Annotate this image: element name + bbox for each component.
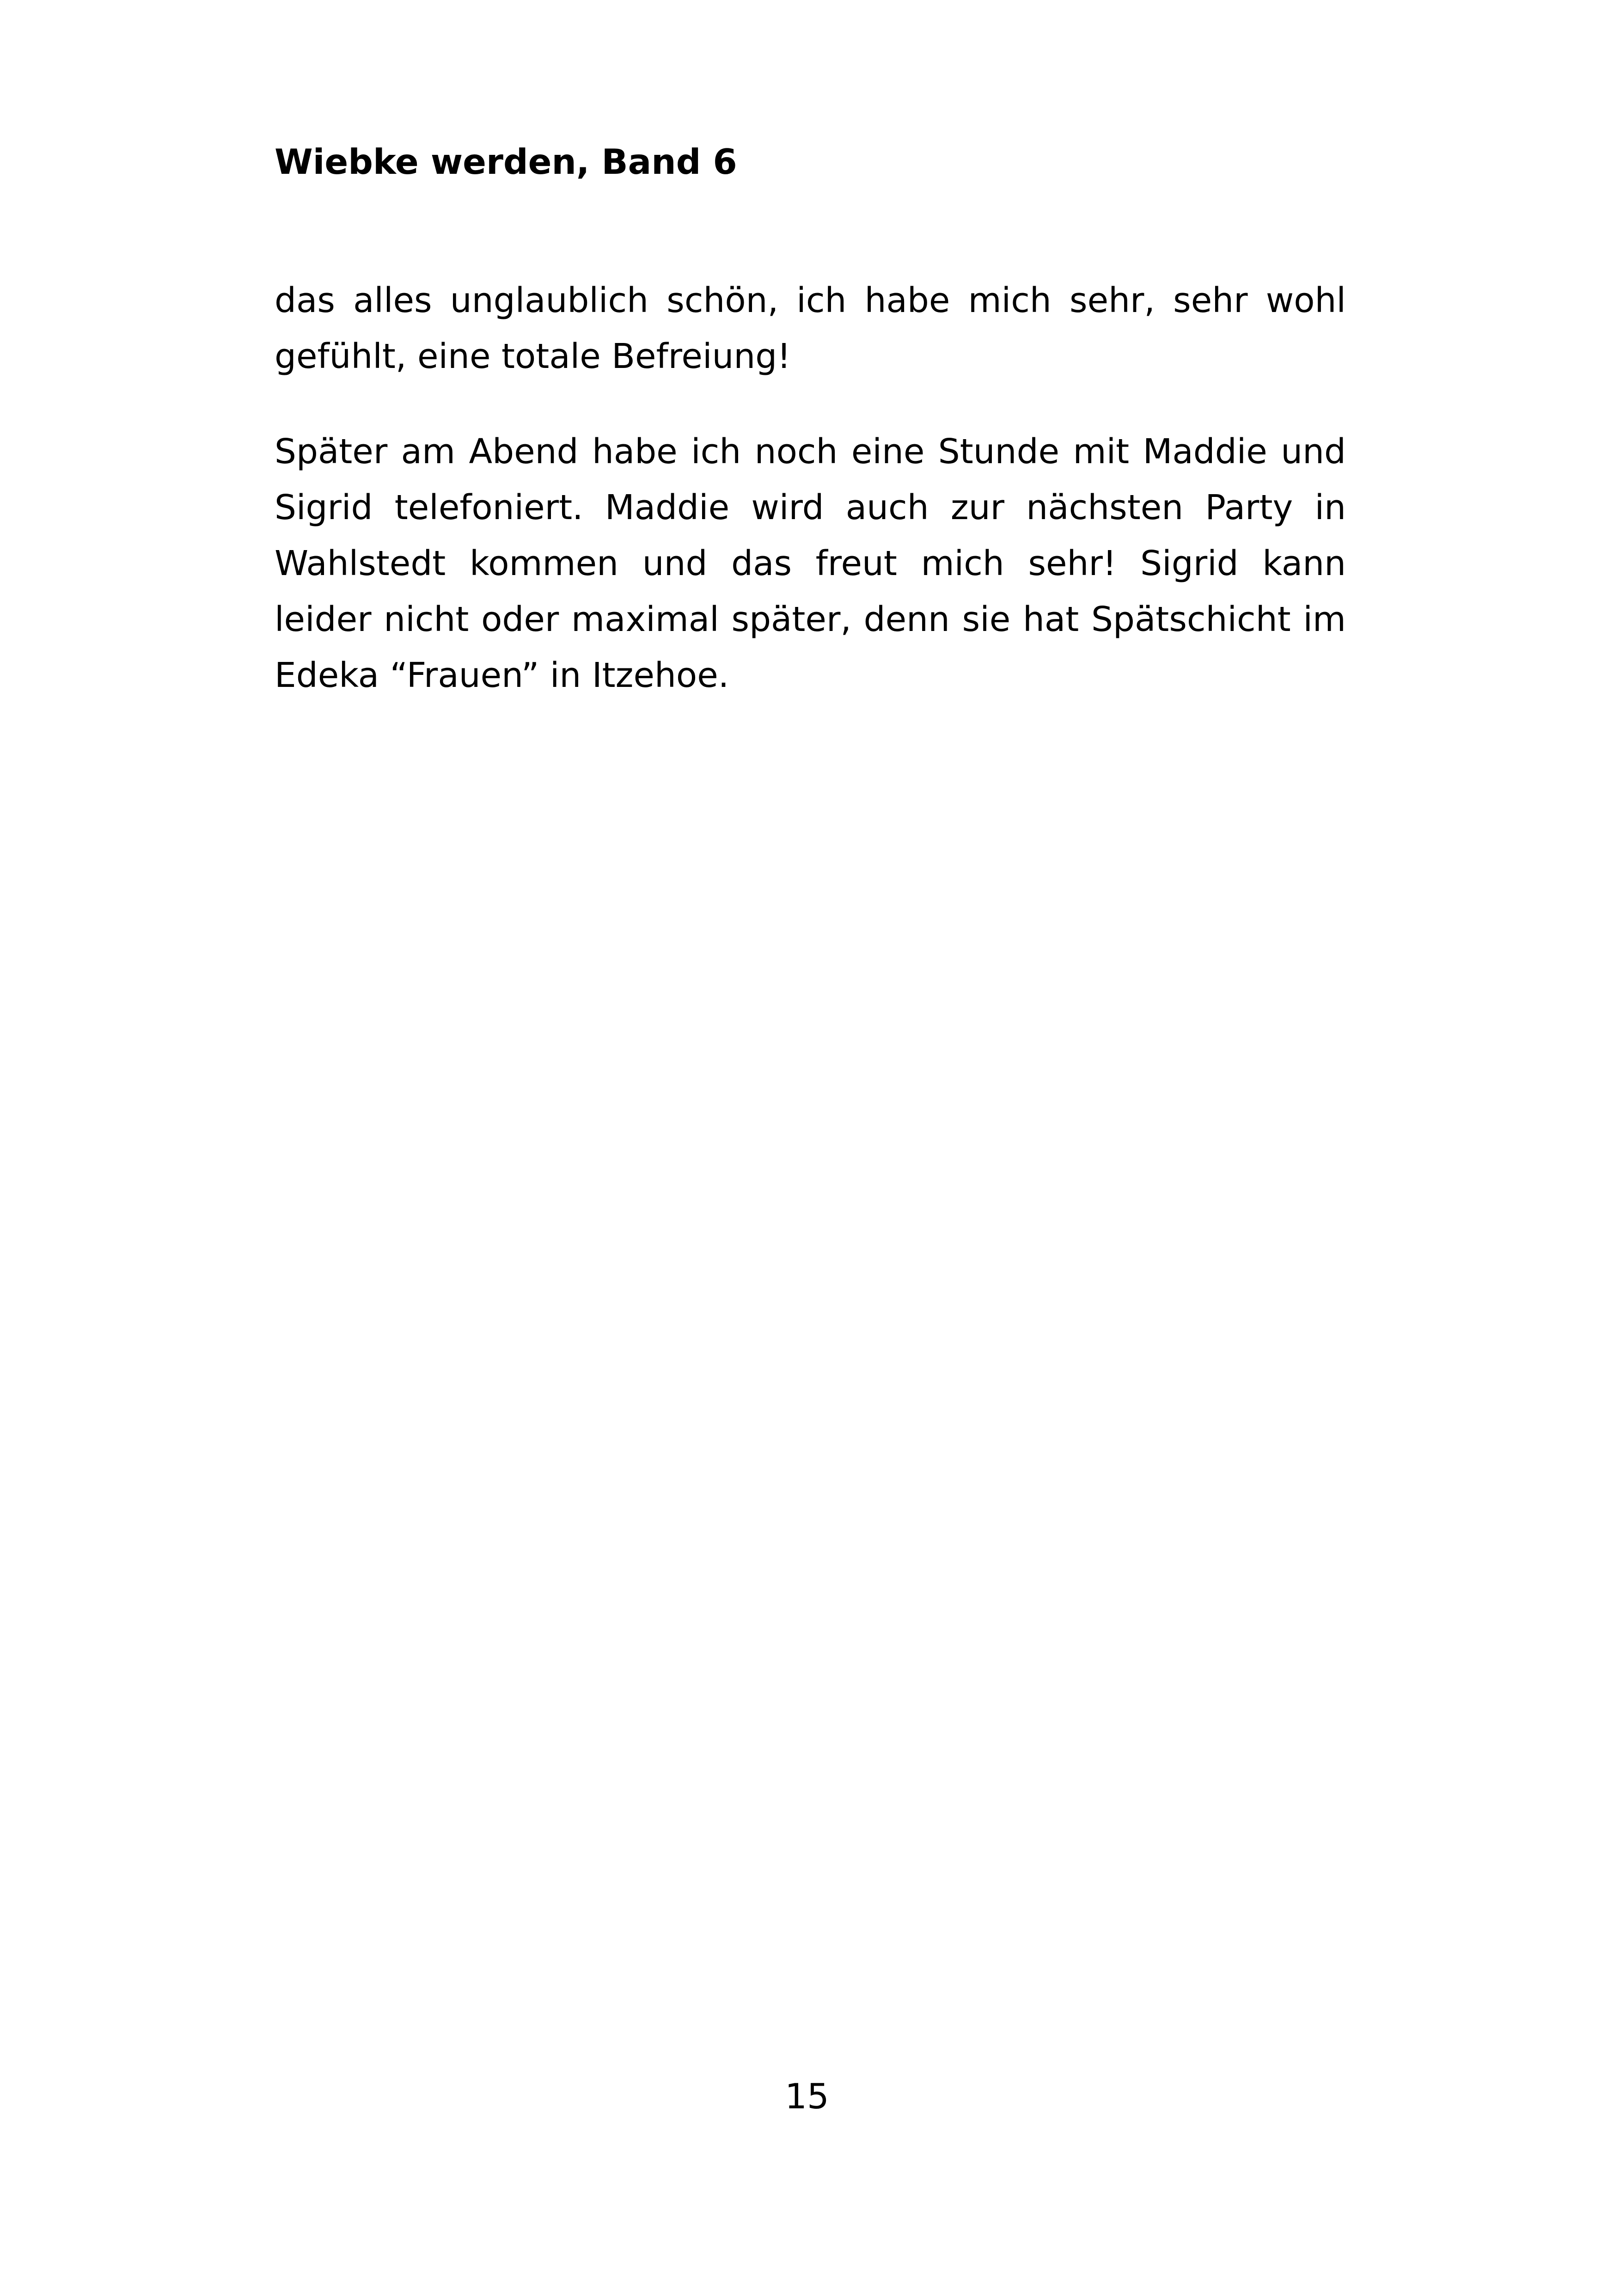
body-text [275,273,1346,743]
running-header: Wiebke werden, Band 6 [275,141,737,182]
paragraph: das alles unglaublich schön, ich habe mich sehr, sehr wohl gefühlt, eine totale Befreiung! [275,281,1346,376]
paragraph: Später am Abend habe ich noch eine Stunde mit Maddie und Sigrid telefoniert. Maddie wird auch zur nächsten Party in Wahlstedt kommen und das freut mich sehr! Sigrid kann leider nicht oder maximal später, denn sie hat Spätschicht im Edeka “Frauen” in Itzehoe. [275,432,1346,695]
page-number: 15 [785,2076,829,2117]
